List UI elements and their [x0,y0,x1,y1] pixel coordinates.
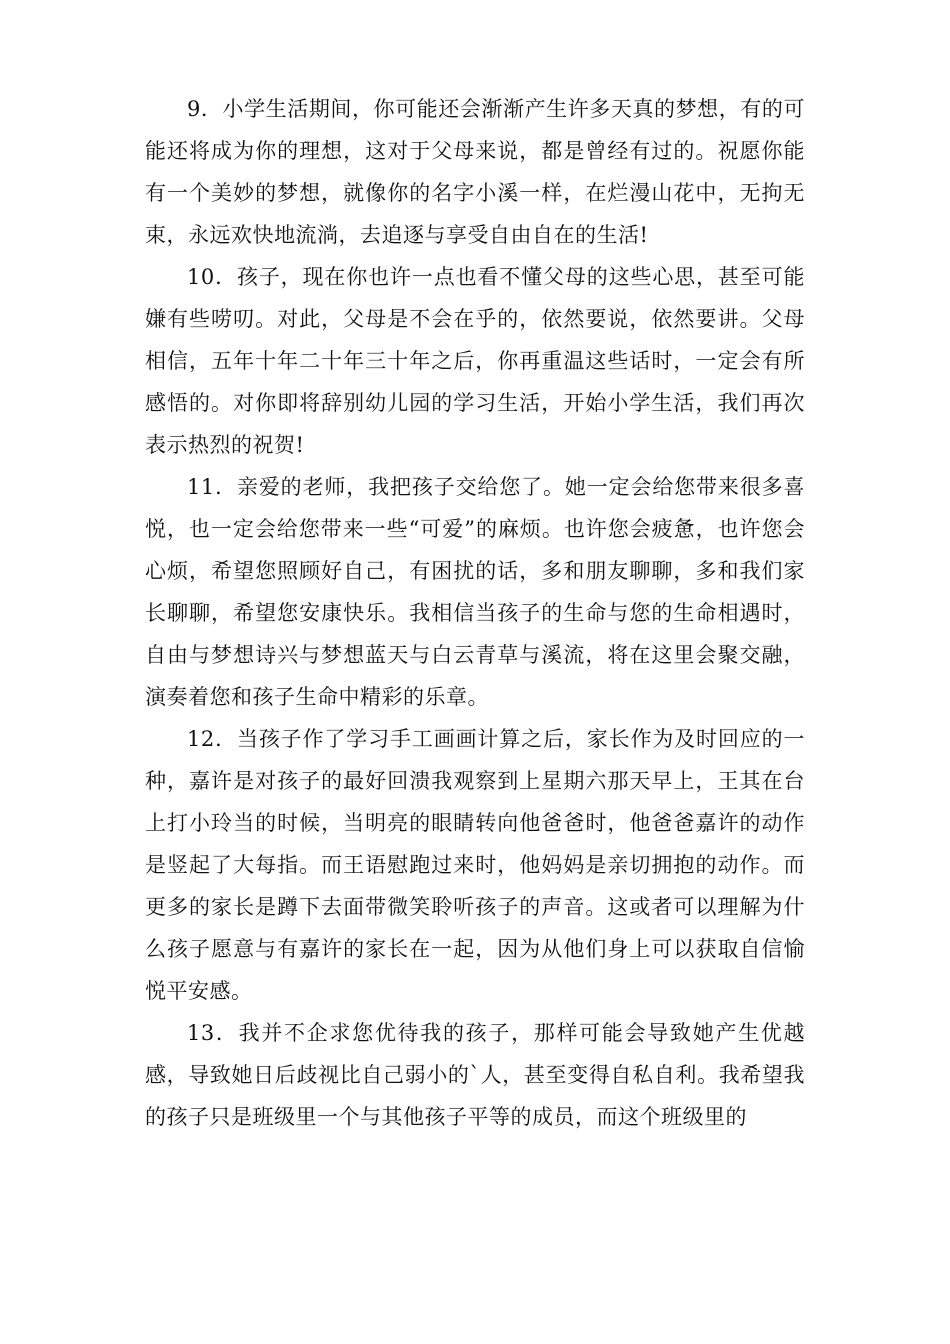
paragraph-number: 11． [187,475,237,499]
paragraph-text: 我并不企求您优待我的孩子，那样可能会导致她产生优越感，导致她日后歧视比自己弱小的`人，甚至变得自私自利。我希望我的孩子只是班级里一个与其他孩子平等的成员，而这个班级里的 [145,1021,805,1129]
paragraph-9 [145,88,805,256]
document-body [145,88,805,1138]
paragraph-number: 9． [187,97,223,121]
paragraph-text: 孩子，现在你也许一点也看不懂父母的这些心思，甚至可能嫌有些唠叨。对此，父母是不会在乎的，依然要说，依然要讲。父母相信，五年十年二十年三十年之后，你再重温这些话时，一定会有所感悟的。对你即将辞别幼儿园的学习生活，开始小学生活，我们再次表示热烈的祝贺! [145,265,805,457]
paragraph-10 [145,256,805,466]
paragraph-text: 亲爱的老师，我把孩子交给您了。她一定会给您带来很多喜悦，也一定会给您带来一些“可爱”的麻烦。也许您会疲惫，也许您会心烦，希望您照顾好自己，有困扰的话，多和朋友聊聊，多和我们家长聊聊，希望您安康快乐。我相信当孩子的生命与您的生命相遇时，自由与梦想诗兴与梦想蓝天与白云青草与溪流，将在这里会聚交融，演奏着您和孩子生命中精彩的乐章。 [145,475,805,709]
paragraph-text: 小学生活期间，你可能还会渐渐产生许多天真的梦想，有的可能还将成为你的理想，这对于父母来说，都是曾经有过的。祝愿你能有一个美妙的梦想，就像你的名字小溪一样，在烂漫山花中，无拘无束，永远欢快地流淌，去追逐与享受自由自在的生活! [145,97,805,247]
paragraph-12 [145,718,805,1012]
paragraph-number: 12． [187,727,237,751]
paragraph-number: 10． [187,265,237,289]
paragraph-11 [145,466,805,718]
paragraph-number: 13． [187,1021,239,1045]
paragraph-13 [145,1012,805,1138]
paragraph-text: 当孩子作了学习手工画画计算之后，家长作为及时回应的一种，嘉许是对孩子的最好回溃我观察到上星期六那天早上，王其在台上打小玲当的时候，当明亮的眼睛转向他爸爸时，他爸爸嘉许的动作是竖起了大每指。而王语慰跑过来时，他妈妈是亲切拥抱的动作。而更多的家长是蹲下去面带微笑聆听孩子的声音。这或者可以理解为什么孩子愿意与有嘉许的家长在一起，因为从他们身上可以获取自信愉悦平安感。 [145,727,805,1003]
